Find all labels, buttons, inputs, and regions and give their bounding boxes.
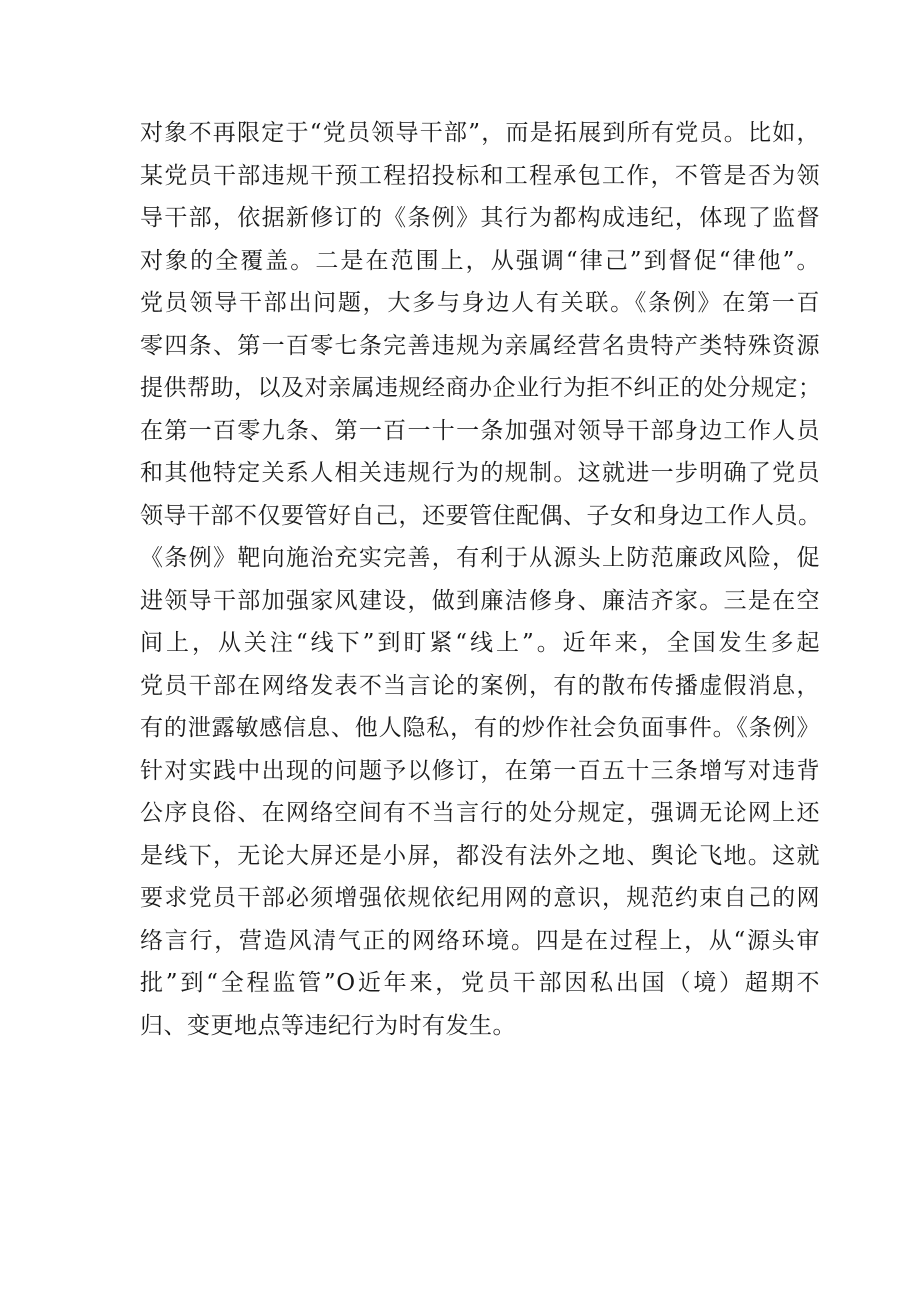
text-line: 导干部，依据新修订的《条例》其行为都构成违纪，体现了监督 — [140, 205, 820, 231]
text-line: 批”到“全程监管”O近年来，党员干部因私出国（境）超期不 — [140, 970, 820, 996]
text-line: 间上，从关注“线下”到盯紧“线上”。近年来，全国发生多起 — [140, 630, 820, 656]
text-line: 《条例》靶向施治充实完善，有利于从源头上防范廉政风险，促 — [140, 545, 820, 571]
text-line: 公序良俗、在网络空间有不当言行的处分规定，强调无论网上还 — [140, 800, 820, 826]
text-line: 某党员干部违规干预工程招投标和工程承包工作，不管是否为领 — [140, 162, 820, 189]
text-line: 针对实践中出现的问题予以修订，在第一百五十三条增写对违背 — [140, 757, 820, 784]
text-line: 对象的全覆盖。二是在范围上，从强调“律己”到督促“律他”。 — [140, 247, 820, 274]
text-line: 对象不再限定于“党员领导干部”，而是拓展到所有党员。比如， — [140, 120, 820, 146]
text-line: 有的泄露敏感信息、他人隐私，有的炒作社会负面事件。《条例》 — [140, 715, 820, 741]
text-line: 进领导干部加强家风建设，做到廉洁修身、廉洁齐家。三是在空 — [140, 587, 820, 614]
body-text — [140, 112, 820, 1047]
text-line: 和其他特定关系人相关违规行为的规制。这就进一步明确了党员 — [140, 460, 820, 486]
text-line: 党员干部在网络发表不当言论的案例，有的散布传播虚假消息， — [140, 672, 820, 699]
text-line: 在第一百零九条、第一百一十一条加强对领导干部身边工作人员 — [140, 417, 820, 444]
text-line-last: 归、变更地点等违纪行为时有发生。 — [140, 1012, 516, 1039]
text-line: 提供帮助，以及对亲属违规经商办企业行为拒不纠正的处分规定； — [140, 375, 822, 401]
text-line: 党员领导干部出问题，大多与身边人有关联。《条例》在第一百 — [140, 290, 820, 316]
text-line: 络言行，营造风清气正的网络环境。四是在过程上，从“源头审 — [140, 927, 820, 954]
text-line: 零四条、第一百零七条完善违规为亲属经营名贵特产类特殊资源 — [140, 332, 820, 359]
text-line: 要求党员干部必须增强依规依纪用网的意识，规范约束自己的网 — [140, 885, 820, 911]
text-line: 是线下，无论大屏还是小屏，都没有法外之地、舆论飞地。这就 — [140, 842, 820, 869]
text-line: 领导干部不仅要管好自己，还要管住配偶、子女和身边工作人员。 — [140, 502, 822, 529]
